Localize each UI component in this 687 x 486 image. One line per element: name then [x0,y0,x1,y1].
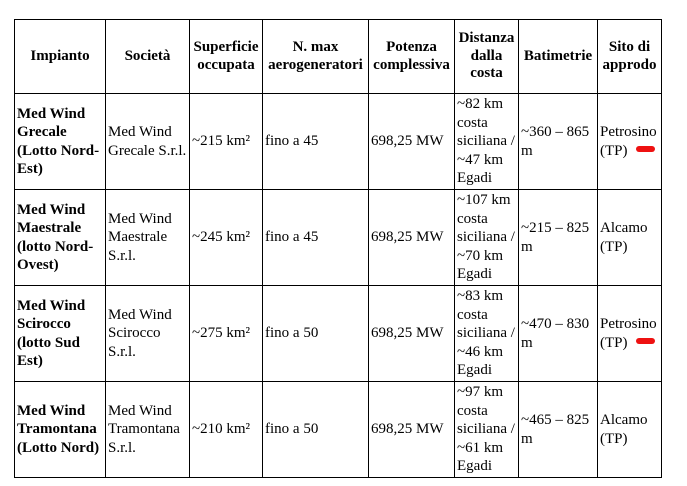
approdo-label: Alcamo (TP) [600,412,648,447]
cell-approdo [598,190,662,286]
cell-potenza: 698,25 MW [369,286,455,382]
cell-societa: Med Wind Tramontana S.r.l. [106,382,190,478]
approdo-label: Petrosino (TP) [600,316,657,351]
cell-distanza: ~97 km costa siciliana / ~61 km Egadi [455,382,519,478]
wind-farm-table [14,19,662,478]
cell-potenza: 698,25 MW [369,190,455,286]
cell-distanza: ~107 km costa siciliana / ~70 km Egadi [455,190,519,286]
cell-impianto: Med Wind Scirocco (lotto Sud Est) [15,286,106,382]
cell-societa: Med Wind Scirocco S.r.l. [106,286,190,382]
red-highlight-mark [636,146,655,152]
header-batimetrie: Batimetrie [519,20,598,94]
cell-approdo [598,286,662,382]
cell-potenza: 698,25 MW [369,382,455,478]
cell-aerogeneratori: fino a 45 [263,190,369,286]
red-highlight-mark [636,338,655,344]
cell-societa: Med Wind Maestrale S.r.l. [106,190,190,286]
cell-aerogeneratori: fino a 50 [263,286,369,382]
header-superficie: Superficie occupata [190,20,263,94]
cell-batimetrie: ~360 – 865 m [519,94,598,190]
header-aerogeneratori: N. max aerogeneratori [263,20,369,94]
table-row [15,382,662,478]
cell-impianto: Med Wind Tramontana (Lotto Nord) [15,382,106,478]
header-row [15,20,662,94]
cell-superficie: ~215 km² [190,94,263,190]
cell-approdo [598,382,662,478]
cell-superficie: ~275 km² [190,286,263,382]
cell-approdo [598,94,662,190]
cell-batimetrie: ~215 – 825 m [519,190,598,286]
table-row [15,190,662,286]
header-societa: Società [106,20,190,94]
header-distanza: Distanza dalla costa [455,20,519,94]
cell-distanza: ~82 km costa siciliana / ~47 km Egadi [455,94,519,190]
cell-potenza: 698,25 MW [369,94,455,190]
table-row [15,94,662,190]
cell-batimetrie: ~465 – 825 m [519,382,598,478]
cell-distanza: ~83 km costa siciliana / ~46 km Egadi [455,286,519,382]
header-potenza: Potenza complessiva [369,20,455,94]
header-impianto: Impianto [15,20,106,94]
cell-batimetrie: ~470 – 830 m [519,286,598,382]
approdo-label: Alcamo (TP) [600,220,648,255]
cell-impianto: Med Wind Maestrale (lotto Nord-Ovest) [15,190,106,286]
cell-superficie: ~245 km² [190,190,263,286]
table-row [15,286,662,382]
cell-impianto: Med Wind Grecale (Lotto Nord-Est) [15,94,106,190]
cell-superficie: ~210 km² [190,382,263,478]
cell-societa: Med Wind Grecale S.r.l. [106,94,190,190]
header-approdo: Sito di approdo [598,20,662,94]
cell-aerogeneratori: fino a 50 [263,382,369,478]
approdo-label: Petrosino (TP) [600,124,657,159]
cell-aerogeneratori: fino a 45 [263,94,369,190]
